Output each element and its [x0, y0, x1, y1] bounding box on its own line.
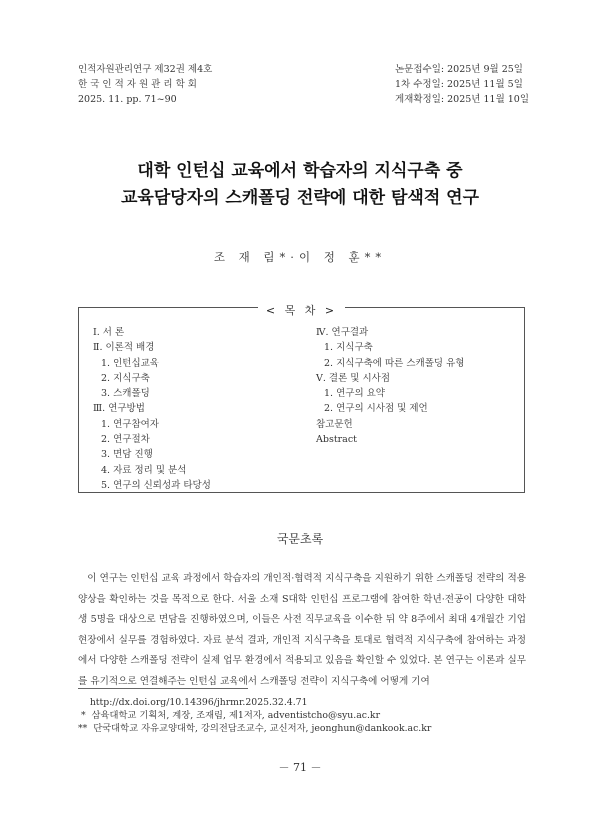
abstract-title: 국문초록 — [276, 532, 324, 546]
paper-title — [0, 158, 600, 212]
revised-date: 1차 수정일: 2025년 11월 5일 — [395, 79, 523, 90]
journal-volume: 인적자원관리연구 제32권 제4호 — [78, 64, 213, 75]
toc-item: Ⅰ. 서 론 — [93, 327, 125, 338]
footnote-doi[interactable]: http://dx.doi.org/10.14396/jhrmr.2025.32.4.71 — [78, 697, 308, 708]
abstract-body — [78, 569, 526, 693]
toc-item: 4. 자료 정리 및 분석 — [101, 464, 187, 476]
toc-item: Ⅲ. 연구방법 — [93, 403, 145, 415]
table-of-contents — [78, 304, 525, 493]
toc-item: 1. 연구의 요약 — [324, 388, 385, 400]
submission-dates — [395, 62, 529, 107]
toc-item: 2. 연구의 시사점 및 제언 — [324, 403, 428, 415]
toc-item: Abstract — [316, 434, 357, 446]
toc-item: 3. 면담 진행 — [101, 449, 153, 461]
abstract-text: 이 연구는 인턴십 교육 과정에서 학습자의 개인적·협력적 지식구축을 지원하기 위한 스캐폴딩 전략의 적용 양상을 확인하는 것을 목적으로 한다. 서울 소재 S대학 인턴십 프로그램에 참여한 학년·전공이 다양한 대학생 5명을 대상으로 면담을 진행하였으며, 이들은 사전 직무교육을 이수한 뒤 약 8주에서 최대 4개월간 기업 현장에서 실무를 경험하였다. 자료 분석 결과, 개인적 지식구축을 토대로 협력적 지식구축에 참여하는 과정에서 다양한 스캐폴딩 전략이 실제 업무 환경에서 적용되고 있음을 확인할 수 있었다. 본 연구는 이론과 실무를 유기적으로 연결해주는 인턴십 교육에서 스캐폴딩 전략이 지식구축에 어떻게 기여 — [78, 573, 526, 687]
toc-title: < 목 차 > — [258, 304, 345, 317]
page-number: － 71 － — [278, 761, 322, 774]
toc-item: Ⅴ. 결론 및 시사점 — [316, 372, 391, 384]
journal-society: 한 국 인 적 자 원 관 리 학 회 — [78, 79, 197, 90]
authors: 조 재 림*·이 정 훈** — [213, 250, 387, 264]
footnote-divider — [78, 688, 248, 689]
accepted-date: 게재확정일: 2025년 11월 10일 — [395, 94, 530, 105]
toc-item: 3. 스캐폴딩 — [101, 388, 150, 400]
toc-item: 참고문헌 — [316, 418, 353, 430]
toc-item: 5. 연구의 신뢰성과 타당성 — [101, 479, 211, 491]
toc-item: 1. 연구참여자 — [101, 418, 159, 430]
paper-title-line-2: 교육담당자의 스캐폴딩 전략에 대한 탐색적 연구 — [120, 188, 480, 208]
toc-item: 1. 인턴십교육 — [101, 357, 159, 369]
toc-left-column — [93, 325, 211, 493]
toc-item: Ⅳ. 연구결과 — [316, 327, 369, 338]
footnote-corresponding-author: ** 단국대학교 자유교양대학, 강의전담조교수, 교신저자, jeonghun@dankook.ac.kr — [78, 723, 432, 734]
toc-item: 2. 지식구축에 따른 스캐폴딩 유형 — [324, 357, 465, 369]
toc-right-column — [316, 325, 464, 447]
toc-item: 2. 연구절차 — [101, 434, 150, 446]
footnote-first-author: * 삼육대학교 기획처, 계장, 조재림, 제1저자, adventistcho@syu.ac.kr — [78, 710, 381, 721]
journal-header — [78, 62, 212, 107]
toc-item: 1. 지식구축 — [324, 342, 373, 354]
paper-title-line-1: 대학 인턴십 교육에서 학습자의 지식구축 중 — [137, 161, 463, 181]
received-date: 논문접수일: 2025년 9월 25일 — [395, 64, 523, 75]
toc-item: 2. 지식구축 — [101, 372, 150, 384]
journal-pages: 2025. 11. pp. 71~90 — [78, 94, 177, 105]
toc-item: Ⅱ. 이론적 배경 — [93, 342, 155, 354]
